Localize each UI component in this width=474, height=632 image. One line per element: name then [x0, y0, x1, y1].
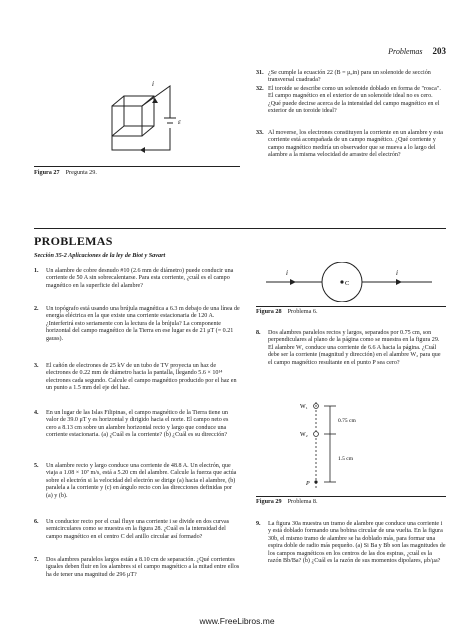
fig29-d1: 0.75 cm — [338, 418, 356, 424]
problem-6: 6. Un conductor recto por el cual fluye una corriente i se divide en dos curvas semicirculares como se muestra en la figura 28. ¿Cuál es la intensidad del campo magnético en el centro C del anillo circular así formado? — [34, 519, 230, 540]
footer-url[interactable]: www.FreeLibros.me — [199, 616, 275, 626]
problem-8: 8. Dos alambres paralelos rectos y largos, separados por 0.75 cm, son perpendiculares al plano de la página como se muestra en la figura 29. El alambre W₁ conduce una corriente de 6.6 A hacia la página. ¿Cuál debe ser la corriente (magnitud y dirección) en el alambre W₂ para que el campo magnético resultante en el punto P sea cero? — [256, 330, 441, 366]
question-33: 33. Al moverse, los electrones constituyen la corriente en un alambre y esta corriente está acompañada de un campo magnético. ¿Qué corriente y campo magnético mediría un observador que se mueva a lo largo del alambre a la misma velocidad de arrastre del electrón? — [256, 130, 443, 159]
fig29-p: P — [306, 481, 310, 487]
problem-7: 7. Dos alambres paralelos largos están a 8.10 cm de separación. ¿Qué corrientes iguales deben fluir en los alambres si el campo magnético a la mitad entre ellos ha de tener una magnitud de 296 μT? — [34, 557, 240, 578]
problem-4: 4. En un lugar de las Islas Filipinas, el campo magnético de la Tierra tiene un valor de 39.0 μT y es horizontal y dirigido hacia el norte. El campo neto es cero a 8.13 cm sobre un alambre horizontal recto y largo que conduce una corriente estacionaria. (a) ¿Cuál es la corriente? (b) ¿Cuál es su dirección? — [34, 410, 229, 439]
problem-1: 1. Un alambre de cobre desnudo #10 (2.6 mm de diámetro) puede conducir una corriente de 50 A sin sobrecalentarse. Para esta corriente, ¿cuál es el campo magnético en la superficie del alambre? — [34, 268, 234, 289]
figure-28-diagram — [256, 262, 446, 302]
fig28-c-label: C — [345, 280, 350, 287]
page-number: 203 — [432, 46, 446, 56]
fig29-d2: 1.5 cm — [338, 456, 353, 462]
figure-29-caption: Figura 29 Problema 8. — [256, 498, 318, 505]
section-title: Sección 35-2 Aplicaciones de la ley de Biot y Savart — [34, 252, 166, 259]
figure-28-caption: Figura 28 Problema 6. — [256, 308, 318, 315]
fig28-i-right: i — [396, 269, 398, 277]
header-section: Problemas — [388, 47, 423, 56]
figure-28-rule — [256, 306, 446, 307]
figure-29-diagram — [296, 398, 396, 492]
question-31: 31. ¿Se cumple la ecuación 22 (B = μ₀in) para un solenoide de sección transversal cuadrada? — [256, 70, 431, 84]
fig29-w1: W₁ — [300, 404, 308, 410]
problem-2: 2. Un topógrafo está usando una brújula magnética a 6.3 m debajo de una línea de energía eléctrica en la que existe una corriente estacionaria de 120 A. ¿Interferirá esto seriamente con la lectura de la brújula? La componente horizontal del campo magnético de la Tierra en ese lugar es de 21 μT (= 0.21 gauss). — [34, 306, 240, 342]
problem-5: 5. Un alambre recto y largo conduce una corriente de 48.8 A. Un electrón, que viaja a 1.08 × 10⁷ m/s, está a 5.20 cm del alambre. Calcule la fuerza que actúa sobre el electrón si la velocidad del electrón se dirige (a) hacia el alambre, (b) paralela a la corriente y (c) en ángulo recto con las direcciones definidas por (a) y (b). — [34, 463, 237, 499]
problem-9: 9. La figura 30a muestra un tramo de alambre que conduce una corriente i y está doblado formando una bobina circular de una vuelta. En la figura 30b, el mismo tramo de alambre se ha doblado más, para formar una espira doble de radio más pequeño. (a) Si Ba y Bb son las magnitudes de los campos magnéticos en los centros de las dos espiras, ¿cuál es la razón Bb/Ba? (b) ¿Cuál es la razón de sus momentos dipolares, μb/μa? — [256, 521, 446, 565]
problem-3: 3. El cañón de electrones de 25 kV de un tubo de TV proyecta un haz de electrones de 0.22 mm de diámetro hacia la pantalla, llegando 5.6 × 10¹⁴ electrones cada segundo. Calcule el campo magnético producido por el haz en un punto a 1.5 mm del eje del haz. — [34, 363, 237, 392]
question-32: 32. El toroide se describe como un solenoide doblado en forma de "rosca". El campo magnético en el exterior de un solenoide ideal no es cero. ¿Qué puede decirse acerca de la intensidad del campo magnético en el exterior de un toroide ideal? — [256, 86, 441, 115]
fig27-i-label: i — [152, 80, 154, 88]
running-header — [388, 46, 446, 56]
fig27-emf-label: ε — [178, 118, 181, 126]
problems-rule — [34, 228, 446, 229]
figure-27-caption: Figura 27 Pregunta 29. — [34, 169, 97, 176]
figure-29-rule — [256, 496, 446, 497]
fig29-w2: W₂ — [300, 432, 308, 438]
problems-title: PROBLEMAS — [34, 234, 113, 248]
fig28-i-left: i — [286, 269, 288, 277]
figure-27-rule — [34, 166, 240, 167]
figure-27-diagram — [92, 78, 212, 160]
